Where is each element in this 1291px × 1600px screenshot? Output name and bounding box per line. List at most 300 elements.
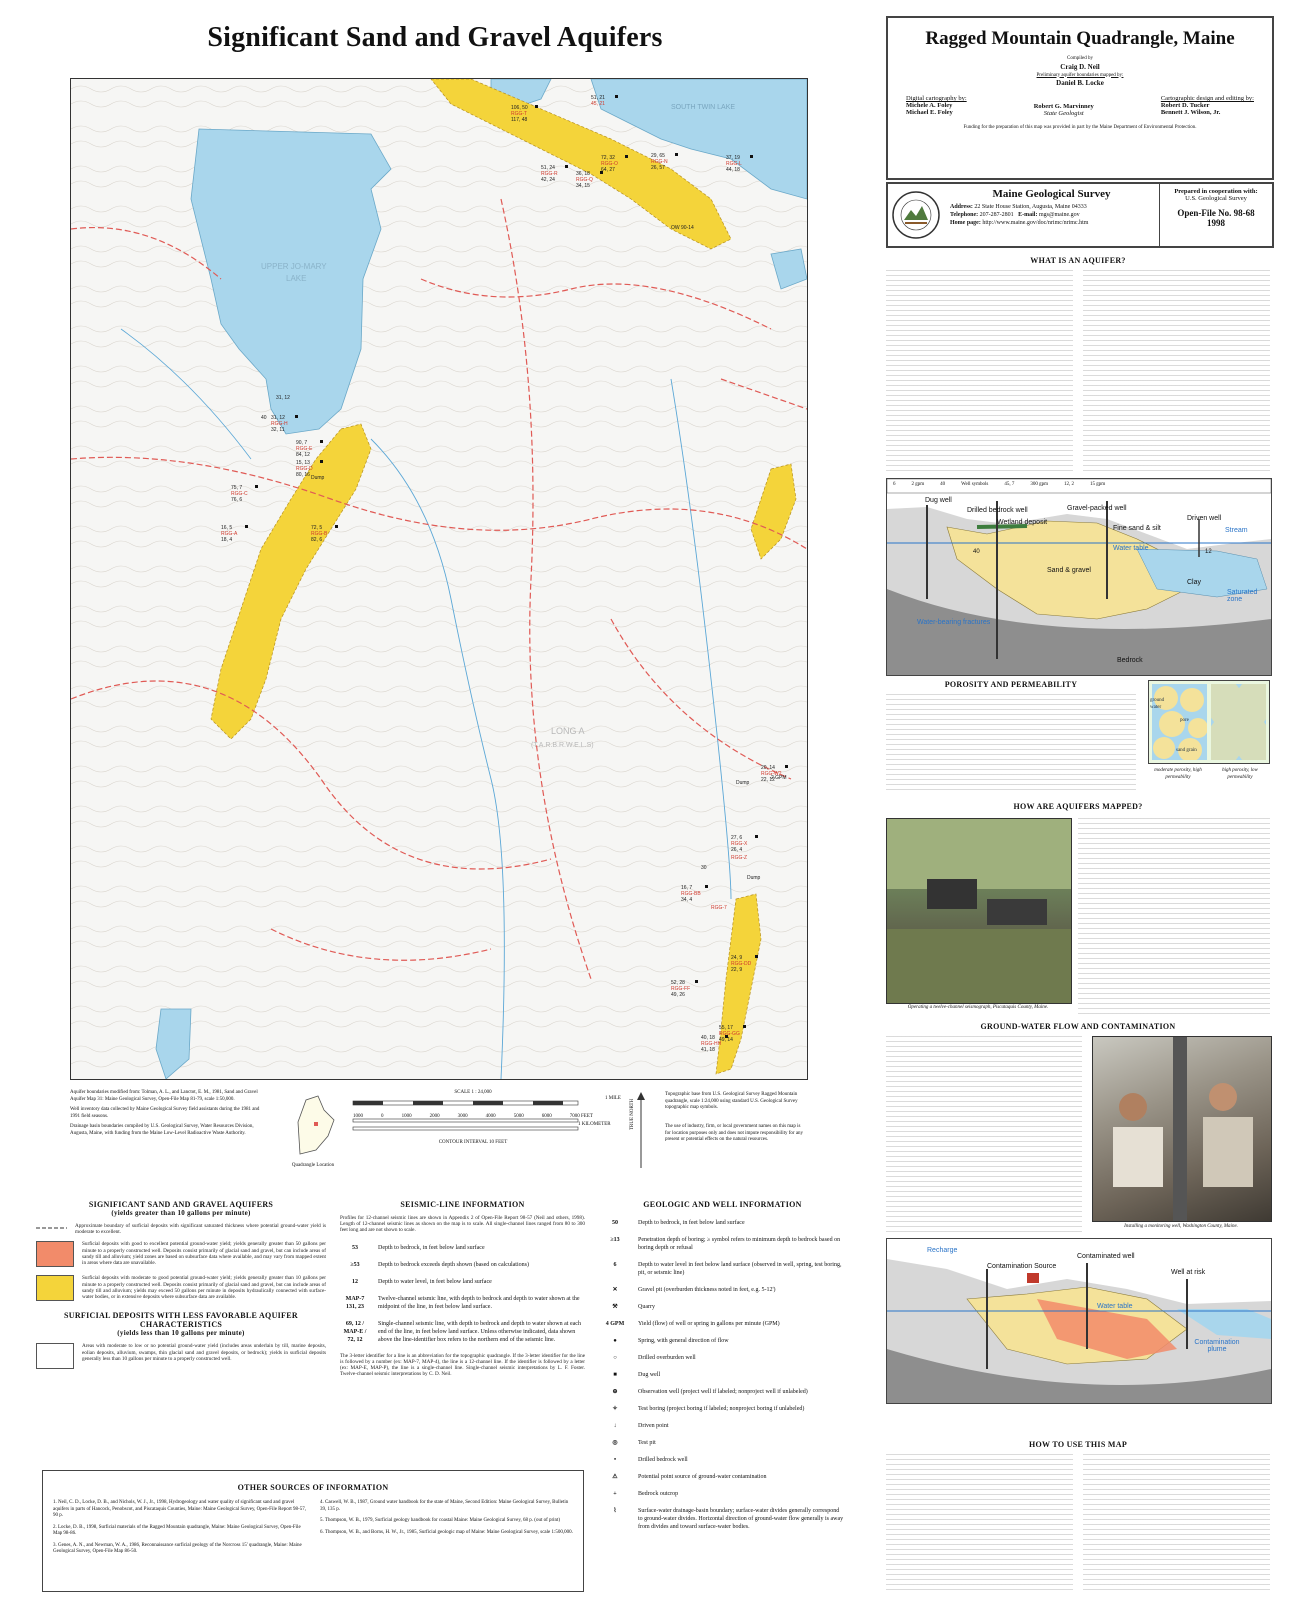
year: 1998 (1207, 218, 1225, 228)
diagram-label: 40 (973, 549, 980, 555)
geologic-item-symbol: + (613, 1491, 617, 1497)
well-label: 51, 21 (591, 95, 605, 101)
aquifer-text (886, 270, 1270, 472)
seismic-item-row (340, 1244, 585, 1252)
porosity-label: sand grain (1176, 748, 1197, 753)
well-label: 16, 5 (221, 525, 233, 531)
flow-text (886, 1036, 1082, 1232)
geologic-item-symbol: 50 (612, 1220, 618, 1226)
geologic-item-text: Potential point source of ground-water contamination (638, 1474, 767, 1480)
seismic-item-text: Single-channel seismic line, with depth to bedrock and depth to water shown at each end of the line, in feet below land surface. Unless otherwise indicated, data shown above the line-identifier box refers to the northern end of the seismic line. (378, 1320, 581, 1343)
well-marker[interactable] (615, 95, 618, 98)
survey-name: Maine Geological Survey (992, 188, 1111, 200)
porosity-label: pore (1180, 718, 1189, 723)
diagram-label: Fine sand & silt (1113, 525, 1161, 532)
seismograph-photo (886, 818, 1072, 1004)
scale-label: SCALE 1 : 24,000 (454, 1090, 492, 1095)
diagram-label: Contamination Source (987, 1263, 1057, 1270)
well-label: RGG-H (271, 421, 288, 427)
spot-label: OW 90-14 (671, 225, 694, 231)
white-swatch (36, 1343, 74, 1369)
coop: U.S. Geological Survey (1185, 195, 1247, 202)
seismic-item-text: Twelve-channel seismic line, with depth to bedrock and depth to water shown at the midpoint of the line, in feet below land surface. (378, 1295, 580, 1310)
well-label: RGG-FF (671, 986, 691, 992)
seismic-intro: Profiles for 12-channel seismic lines are shown in Appendix 2 of Open-File Report 98-57 (Neil and others, 1998). Length of 12-channel seismic lines as shown on the map is to scale. All single-channel lines ranged from 80 to 300 feet long and are not shown to scale. (340, 1215, 585, 1234)
well-marker[interactable] (750, 155, 753, 158)
well-label: RGG-BB (681, 891, 701, 897)
reference: 4. Caswell, W. B., 1987, Ground water handbook for the state of Maine, Second Edition: Maine Geological Survey, Bulletin 39, 135 p. (320, 1500, 569, 1512)
spot-label: 40 (261, 415, 267, 421)
well-label: 32, 11 (271, 427, 285, 433)
source-notes (70, 1090, 260, 1137)
legend-item: 15 gpm (1090, 482, 1106, 487)
geologic-item-row (600, 1456, 845, 1464)
well-label: 49, 26 (671, 992, 685, 998)
prelim-name: Daniel B. Locke (1056, 79, 1104, 87)
well-marker[interactable] (785, 765, 788, 768)
open-file: Open-File No. 98-68 (1177, 208, 1255, 218)
well-label: 76, 6 (231, 497, 243, 503)
geologic-item-row (600, 1337, 845, 1345)
porosity-label: ground (1150, 698, 1165, 703)
well-label: 34, 15 (576, 183, 590, 189)
telephone-label: Telephone: (950, 212, 979, 218)
well-label: 31, 12 (271, 415, 285, 421)
orange-swatch (36, 1241, 74, 1267)
geologic-item-text: Test boring (project boring if labeled; nonproject boring if unlabeled) (638, 1406, 805, 1412)
lake-label: LAKE (286, 274, 307, 283)
diagram-label: Clay (1187, 579, 1202, 586)
well-marker[interactable] (335, 525, 338, 528)
diagram-label: Drilled bedrock well (967, 507, 1028, 514)
legend-item: 40 (940, 482, 946, 487)
contour-interval: CONTOUR INTERVAL 10 FEET (438, 1140, 508, 1145)
diagram-label: Bedrock (1117, 657, 1143, 664)
disclaimer: The use of industry, firm, or local government names on this map is for location purposes only and does not impute responsibility for any present or potential effects on the natural resources. (665, 1124, 804, 1142)
well-marker[interactable] (245, 525, 248, 528)
spot-label: RGG-Z (731, 855, 748, 861)
seismic-item-symbol: MAP-7 131, 23 (345, 1295, 365, 1310)
well-label: 41, 18 (701, 1047, 715, 1053)
digital-label: Digital cartography by: (906, 95, 967, 102)
porosity-diagram (1148, 680, 1270, 764)
seismic-item-row (340, 1278, 585, 1286)
lake-label: UPPER JO-MARY (261, 262, 327, 271)
quad-location-label: Quadrangle Location (291, 1163, 335, 1168)
geologic-item-row (600, 1320, 845, 1328)
seismic-item-row (340, 1295, 585, 1311)
geologic-item-text: Drilled bedrock well (638, 1457, 688, 1463)
map-frame[interactable] (70, 78, 808, 1080)
scale-tick: 6000 (541, 1113, 552, 1119)
geologic-item-symbol: ✕ (612, 1287, 618, 1293)
seismic-item-symbol: 69, 12 / MAP-E / 72, 12 (343, 1320, 367, 1343)
aquifer-legend (36, 1200, 326, 1369)
seismic-footnote: The 3-letter identifier for a line is an abbreviation for the topographic quadrangle. If the 3-letter identifier for the line is followed by a number (ex: MAP-7, MAP-4), the line is a 12-channel line. If the identifier is followed by a letter (ex: MAP-E, MAP-P), the line is a single-channel line. Single-channel seismic interpretations by L. F. Foster. Twelve-channel seismic interpretations by C. D. Neil. (340, 1352, 585, 1378)
spot-label: 30 (701, 865, 707, 871)
well-marker[interactable] (535, 105, 538, 108)
topographic-map[interactable] (71, 79, 807, 1079)
geologic-item-symbol: ≥13 (610, 1237, 620, 1243)
seismic-item-row (340, 1261, 585, 1269)
carto-name: Bennett J. Wilson, Jr. (1160, 109, 1221, 116)
spot-label: Dump (736, 780, 750, 786)
seismic-items (340, 1244, 585, 1344)
well-label: RGG-T (511, 111, 528, 117)
map-title: Significant Sand and Gravel Aquifers (207, 22, 663, 53)
orange-text: Surficial deposits with good to excellent potential ground-water yield; yields generally greater than 50 gallons per minute to a properly constructed well. Deposits consist primarily of glacial sand and gravel, but can include areas of sandy till and alluvium; yield zones are based on subsurface data where available, and may vary from mapped extent in areas where data are unavailable. (82, 1241, 326, 1267)
homepage-label: Home page: (950, 220, 981, 226)
well-label: 29, 65 (651, 153, 665, 159)
geologic-item-row (600, 1473, 845, 1481)
diagram-label: Stream (1225, 527, 1248, 534)
geologic-item-text: Test pit (638, 1440, 656, 1446)
well-legend (893, 482, 1105, 489)
note: Drainage basin boundaries compiled by U.S. Geological Survey, Water Resources Division, Augusta, Maine, with funding from the Maine Low-Level Radioactive Waste Authority. (70, 1124, 254, 1136)
legend-item: 2 gpm (911, 482, 925, 487)
well-marker[interactable] (755, 835, 758, 838)
porosity-heading: POROSITY AND PERMEABILITY (944, 680, 1078, 689)
legend-subtitle: (yields greater than 10 gallons per minute) (111, 1209, 251, 1217)
well-marker[interactable] (743, 1025, 746, 1028)
reference: 6. Thompson, W. B., and Borns, H. W., Jr., 1985, Surficial geologic map of Maine: Maine Geological Survey, scale 1:500,000. (320, 1529, 573, 1535)
seismic-item-row (340, 1320, 585, 1344)
well-label: 55, 17 (719, 1025, 733, 1031)
well-label: RGG-HH (701, 1041, 722, 1047)
spot-label: Dump (311, 475, 325, 481)
howto-heading: HOW TO USE THIS MAP (1028, 1440, 1128, 1449)
well-marker[interactable] (295, 415, 298, 418)
prelim-label: Preliminary aquifer boundaries mapped by: (1036, 72, 1124, 78)
diagram-label: Recharge (927, 1247, 958, 1254)
diagram-label: 12 (1205, 549, 1212, 555)
spot-label: RGG-7 (711, 905, 727, 911)
well-label: 22, 12 (761, 777, 775, 783)
geologic-item-symbol: ◎ (612, 1440, 618, 1446)
monitoring-well-photo (1092, 1036, 1272, 1222)
geologic-item-text: Surface-water drainage-basin boundary; surface-water divides generally correspond to ground-water divides. Horizontal direction of ground-water flow generally is away from divides and toward surface-water bodies. (638, 1508, 844, 1530)
legend-item: 300 gpm (1030, 482, 1049, 487)
well-label: 80, 16 (296, 472, 310, 478)
note: Well inventory data collected by Maine Geological Survey field assistants during the 1981 and 1991 field seasons. (70, 1107, 260, 1119)
geologic-item-row (600, 1236, 845, 1252)
header-box (886, 16, 1274, 180)
well-label: 37, 19 (726, 155, 740, 161)
well-label: 24, 9 (731, 955, 743, 961)
geologic-item-text: Driven point (638, 1423, 669, 1429)
scale-tick: 3000 (457, 1113, 468, 1119)
well-label: RGG-Q (576, 177, 593, 183)
seal (888, 184, 944, 246)
seismic-item-symbol: 53 (352, 1244, 358, 1251)
diagram-label: Wetland deposit (997, 519, 1048, 526)
well-label: 49, 14 (719, 1037, 733, 1043)
well-label: RGG-N (651, 159, 668, 165)
geologic-item-symbol: ⚒ (612, 1304, 618, 1310)
survey-box (886, 182, 1274, 248)
carto-name: Robert D. Tucker (1160, 102, 1210, 109)
well-label: 82, 6 (311, 537, 323, 543)
well-label: RGG-L (726, 161, 742, 167)
geologic-item-text: Depth to bedrock, in feet below land surface (638, 1220, 745, 1226)
telephone: 207-287-2801 (979, 212, 1014, 218)
digital-name: Michael E. Foley (906, 109, 953, 116)
photo-scene (1093, 1037, 1271, 1221)
well-label: RGG-B (311, 531, 328, 537)
well-label: 52, 28 (671, 980, 685, 986)
geologic-item-row (600, 1490, 845, 1498)
geologic-item-symbol: 4 GPM (605, 1321, 625, 1327)
geologic-item-text: Depth to water level in feet below land surface (observed in well, spring, test boring, pit, or seismic line) (638, 1262, 842, 1276)
contamination-diagram (886, 1238, 1272, 1404)
less-title: SURFICIAL DEPOSITS WITH LESS FAVORABLE AQUIFER CHARACTERISTICS (64, 1311, 298, 1330)
photo2-caption: Installing a monitoring well, Washington County, Maine. (1124, 1224, 1238, 1229)
scale-tick: 7000 FEET (569, 1113, 593, 1119)
legend-item: 6 (893, 482, 896, 487)
township-label: (T.A.R.B.R.W.E.L.S) (531, 742, 594, 749)
geologic-item-symbol: ● (613, 1338, 617, 1344)
flow-heading: GROUND-WATER FLOW AND CONTAMINATION (980, 1022, 1176, 1031)
less-text: Areas with moderate to low or no potential ground-water yield (includes areas underlain by till, marine deposits, eolian deposits, alluvium, swamps, thin glacial sand and gravel deposits, or bedrock); yields in surficial deposits generally less than 10 gallons per minute to a properly constructed well. (82, 1343, 326, 1362)
scale-tick: 4000 (485, 1113, 496, 1119)
text-column (886, 270, 1073, 472)
diagram-label: Saturated zone (1227, 589, 1258, 603)
seismic-item-symbol: 12 (352, 1278, 358, 1285)
well-label: 106, 50 (511, 105, 528, 111)
spot-label: 31, 12 (276, 395, 290, 401)
well-label: RGG-O (601, 161, 618, 167)
spot-label: 2 GPM (771, 775, 787, 781)
scale-tick: 0 (381, 1113, 384, 1119)
geologic-item-row (600, 1286, 845, 1294)
geologic-item-text: Quarry (638, 1304, 655, 1310)
legend-item: Well symbols (961, 482, 989, 487)
geologic-item-symbol: • (613, 1457, 617, 1463)
geologic-item-symbol: ⚠ (612, 1474, 618, 1480)
funding-note: Funding for the preparation of this map was provided in part by the Maine Department of Environmental Protection. (963, 125, 1197, 130)
legend-item: 12, 2 (1064, 482, 1075, 487)
well-label: RGG-C (231, 491, 248, 497)
well-label: RGG-X (731, 841, 748, 847)
seismic-item-text: Depth to bedrock, in feet below land surface (378, 1244, 485, 1251)
geologic-title: GEOLOGIC AND WELL INFORMATION (643, 1200, 802, 1209)
well-label: 45, 21 (591, 101, 605, 107)
howto-text (886, 1454, 1270, 1590)
township-label: LONG A (551, 726, 585, 736)
geologic-item-symbol: ○ (613, 1355, 617, 1361)
well-label: 40, 18 (701, 1035, 715, 1041)
digital-name: Michele A. Foley (906, 102, 953, 109)
geologist-title: State Geologist (1043, 110, 1084, 117)
geologic-item-text: Spring, with general direction of flow (638, 1338, 729, 1344)
well-label: 22, 9 (731, 967, 743, 973)
address: 22 State House Station, Augusta, Maine 04333 (974, 204, 1087, 210)
address-label: Address: (950, 204, 973, 210)
diagram-label: Contaminated well (1077, 1253, 1135, 1260)
well-label: 26, 57 (651, 165, 665, 171)
geologic-item-row (600, 1422, 845, 1430)
well-label: 51, 24 (541, 165, 555, 171)
geologic-item-symbol: ⌇ (613, 1508, 617, 1514)
geologic-item-row (600, 1219, 845, 1227)
well-label: RGG-A (221, 531, 238, 537)
reference: 1. Neil, C. D., Locke, D. B., and Nichols, W. J., Jr., 1998, Hydrogeology and water quality of significant sand and gravel aquifers in parts of Hancock, Penobscot, and Piscataquis Counties, Maine: Maine Geological Survey, Open-File Report 98-57, 90 p. (53, 1500, 306, 1518)
text-column (1083, 270, 1270, 472)
well-marker[interactable] (695, 980, 698, 983)
porosity-caption: moderate porosity, high permeability (1154, 768, 1202, 780)
seismic-item-text: Depth to water level, in feet below land surface (378, 1278, 492, 1285)
km-label: 1 KILOMETER (578, 1122, 611, 1127)
geologic-item-text: Yield (flow) of well or spring in gallons per minute (GPM) (638, 1321, 780, 1327)
well-label: 90, 7 (296, 440, 308, 446)
well-label: 64, 27 (601, 167, 615, 173)
well-label: 16, 7 (681, 885, 693, 891)
well-label: 26, 4 (731, 847, 743, 853)
true-north-label: TRUE NORTH (630, 1098, 635, 1130)
maine-outline-icon (288, 1092, 338, 1162)
lake-label: SOUTH TWIN LAKE (671, 104, 736, 111)
text-column (1083, 1454, 1270, 1590)
reference: 3. Genes, A. N., and Newman, W. A., 1986, Reconnaissance surficial geology of the Norcross 15' quadrangle, Maine: Maine Geological Survey, Open-File Map 86-50. (53, 1542, 302, 1554)
diagram-label: Well at risk (1171, 1269, 1206, 1276)
well-marker[interactable] (675, 153, 678, 156)
well-marker[interactable] (565, 165, 568, 168)
yellow-swatch (36, 1275, 74, 1301)
aquifer-heading: WHAT IS AN AQUIFER? (1030, 256, 1126, 265)
geologic-items (600, 1219, 845, 1531)
well-marker[interactable] (755, 955, 758, 958)
geologic-item-row (600, 1405, 845, 1413)
geologic-item-row (600, 1261, 845, 1277)
geologic-item-symbol: 6 (613, 1262, 617, 1268)
well-label: RGG-D (296, 466, 313, 472)
email-label: E-mail: (1018, 212, 1038, 218)
other-sources-title: OTHER SOURCES OF INFORMATION (237, 1483, 389, 1492)
topo-credit: Topographic base from U.S. Geological Survey Ragged Mountain quadrangle, scale 1:24,000 using standard U.S. Geological Survey topographic map symbols. (665, 1092, 798, 1110)
geologic-item-row (600, 1439, 845, 1447)
quadrangle-location (288, 1092, 338, 1168)
well-label: RGG-W2 (761, 771, 782, 777)
diagram-label: Water-bearing fractures (917, 619, 991, 626)
diagram-label: Dug well (925, 497, 952, 504)
mapped-text (1078, 818, 1270, 1014)
diagram-label: Gravel-packed well (1067, 505, 1127, 512)
photo1-caption: Operating a twelve-channel seismograph, Piscataquis County, Maine. (907, 1005, 1049, 1010)
legend-item: 45, 7 (1004, 482, 1015, 487)
geologic-item-row (600, 1388, 845, 1396)
scale-tick: 2000 (429, 1113, 440, 1119)
geologic-item-symbol: ⊕ (612, 1389, 618, 1395)
geologic-item-text: Drilled overburden well (638, 1355, 696, 1361)
note: Aquifer boundaries modified from: Tolman, A. L., and Lanctot, E. M., 1981, Sand and Gravel Aquifer Map 31: Maine Geological Survey, Open-File Map 81-79, scale 1:50,000. (70, 1090, 258, 1102)
seismic-item-symbol: ≥53 (350, 1261, 360, 1268)
scale-bar (348, 1097, 598, 1137)
scale-tick: 5000 (513, 1113, 524, 1119)
text-column (886, 1454, 1073, 1590)
well-label: RGG-GG (719, 1031, 740, 1037)
coop-label: Prepared in cooperation with: (1174, 188, 1258, 195)
email-link[interactable]: mgs@maine.gov (1038, 212, 1080, 218)
contamination-cross-section (887, 1239, 1271, 1403)
geologic-item-text: Observation well (project well if labeled; nonproject well if unlabeled) (638, 1389, 808, 1395)
well-label: 34, 4 (681, 897, 693, 903)
geologic-item-row (600, 1507, 845, 1531)
reference: 5. Thompson, W. B., 1979, Surficial geology handbook for coastal Maine: Maine Geological Survey, 68 p. (out of print) (320, 1518, 561, 1523)
porosity-caption: high porosity, low permeability (1222, 768, 1258, 780)
porosity-label: water (1150, 705, 1162, 710)
geologic-info (600, 1200, 845, 1540)
well-label: 15, 13 (296, 460, 310, 466)
geologic-item-symbol: ↓ (613, 1423, 617, 1429)
well-label: RGG-R (541, 171, 558, 177)
geologic-item-row (600, 1303, 845, 1311)
diagram-label: Driven well (1187, 515, 1222, 522)
geologic-item-text: Dug well (638, 1372, 661, 1378)
scale-tick: 1000 (353, 1113, 363, 1119)
grains-small-icon (1211, 684, 1266, 760)
well-label: 84, 12 (296, 452, 310, 458)
well-label: 72, 32 (601, 155, 615, 161)
geologic-item-row (600, 1371, 845, 1379)
legend-title: SIGNIFICANT SAND AND GRAVEL AQUIFERS (88, 1200, 274, 1209)
well-label: 117, 48 (511, 117, 528, 123)
compiled-label: Compiled by (1067, 56, 1093, 61)
well-label: 20, 14 (761, 765, 775, 771)
diagram-label: Contamination plume (1194, 1339, 1240, 1353)
well-label: 27, 6 (731, 835, 743, 841)
quad-title: Ragged Mountain Quadrangle, Maine (925, 28, 1235, 49)
less-subtitle: (yields less than 10 gallons per minute) (117, 1329, 245, 1338)
diagram-label: Water table (1113, 545, 1149, 552)
geologic-item-text: Bedrock outcrop (638, 1491, 679, 1497)
seismic-title: SEISMIC-LINE INFORMATION (400, 1200, 525, 1209)
mapped-heading: HOW ARE AQUIFERS MAPPED? (1013, 802, 1143, 811)
diagram-label: Sand & gravel (1047, 567, 1091, 574)
geologist-name: Robert G. Marvinney (1033, 103, 1094, 110)
well-label: 75, 7 (231, 485, 243, 491)
well-label: 18, 4 (221, 537, 233, 543)
geologic-item-symbol: ■ (613, 1372, 617, 1378)
aquifer-diagram (886, 478, 1272, 676)
homepage-link[interactable]: http://www.maine.gov/doc/nrimc/nrimc.htm (982, 220, 1089, 226)
yellow-text: Surficial deposits with moderate to good potential ground-water yield; yields generally greater than 10 gallons per minute to a properly constructed well. Deposits consist primarily of glacial sand and gravel, but can include areas of sandy till and alluvium; yields may exceed 50 gallons per minute in deposits hydraulically connected with surface-water bodies, or in extensive deposits where subsurface data are available. (82, 1275, 326, 1301)
porosity-text (886, 694, 1136, 794)
compiled-name: Craig D. Neil (1060, 62, 1100, 71)
boundary-symbol (36, 1223, 67, 1233)
well-label: 36, 18 (576, 171, 590, 177)
department-seal-icon (891, 190, 941, 240)
scale-tick: 1000 (401, 1113, 412, 1119)
well-label: 72, 5 (311, 525, 323, 531)
well-label: RGG-DD (731, 961, 752, 967)
scale-block (348, 1090, 598, 1147)
well-marker[interactable] (255, 485, 258, 488)
carto-label: Cartographic design and editing by: (1160, 95, 1254, 102)
well-label: 44, 18 (726, 167, 740, 173)
mile-label: 1 MILE (605, 1096, 621, 1101)
well-marker[interactable] (320, 440, 323, 443)
boundary-text: Approximate boundary of surficial deposits with significant saturated thickness where potential ground-water yield is moderate to excellent. (75, 1223, 326, 1236)
spot-label: Dump (747, 875, 761, 881)
other-sources (42, 1470, 584, 1592)
well-marker[interactable] (705, 885, 708, 888)
seismic-item-text: Depth to bedrock exceeds depth shown (based on calculations) (378, 1261, 529, 1268)
photo-scene (887, 819, 1071, 1003)
well-marker[interactable] (625, 155, 628, 158)
geologic-item-symbol: ✧ (612, 1406, 618, 1412)
well-marker[interactable] (320, 460, 323, 463)
well-label: RGG-E (296, 446, 313, 452)
